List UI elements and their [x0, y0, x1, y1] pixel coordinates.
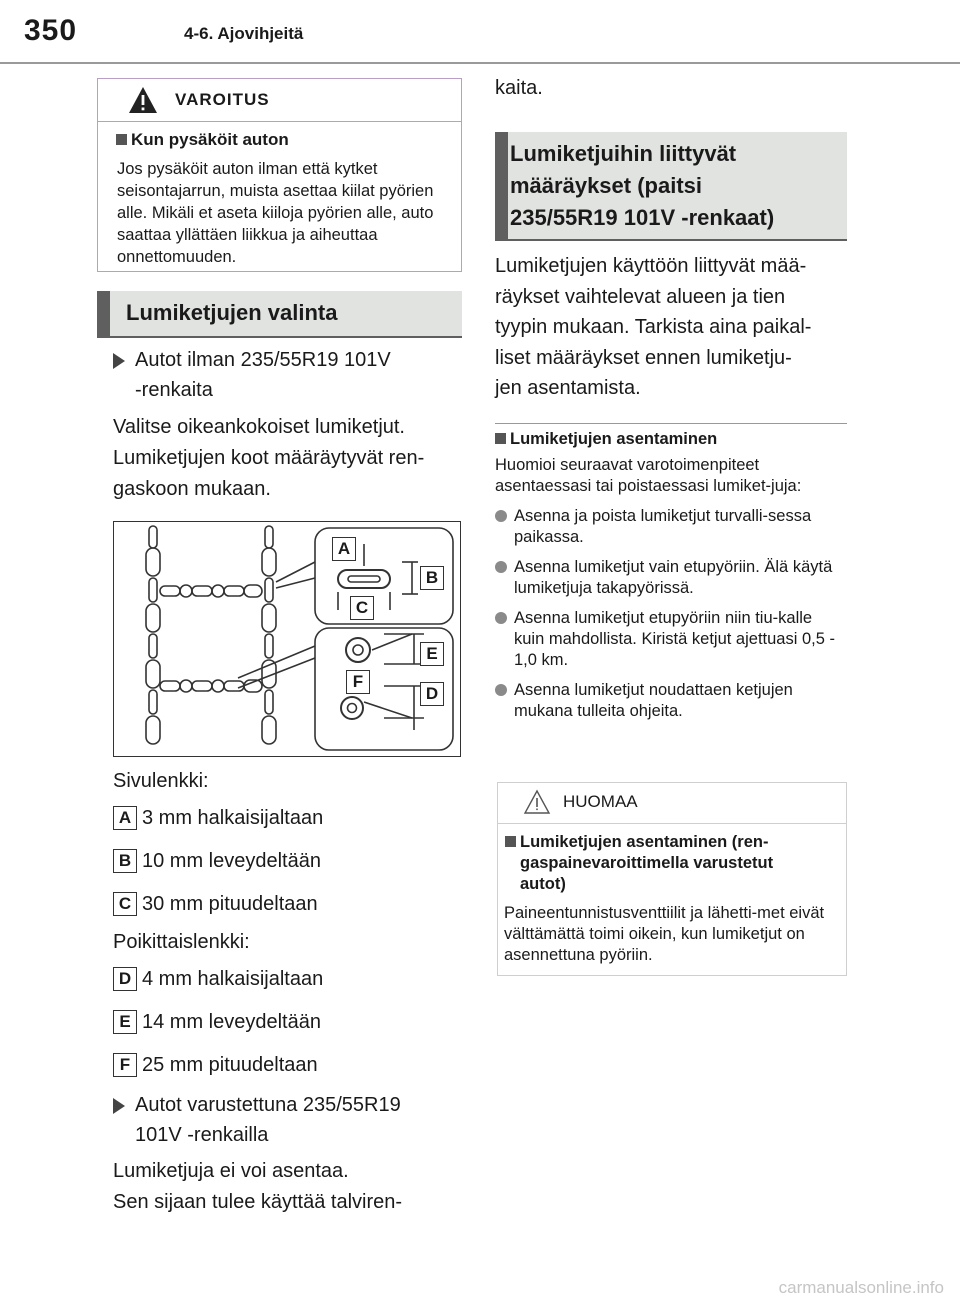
section-divider: [495, 423, 847, 424]
side-link-label: Sivulenkki:: [113, 770, 209, 792]
caution-outline-icon: [523, 789, 551, 815]
round-bullet-icon: [495, 561, 507, 573]
warning-triangle-icon: [128, 86, 158, 114]
square-bullet-icon: [505, 836, 516, 847]
note-box: [497, 782, 847, 976]
note-heading-text: Lumiketjujen asentaminen (ren-gaspainevaroittimella varustetut autot): [520, 833, 774, 893]
page-number: 350: [24, 14, 78, 47]
spec-label-e: E: [113, 1010, 137, 1034]
bullet-line: Autot varustettuna 235/55R19: [135, 1094, 401, 1116]
heading-line: 235/55R19 101V -renkaat): [510, 205, 775, 230]
square-bullet-icon: [116, 134, 127, 145]
note-title: HUOMAA: [563, 792, 638, 811]
round-bullet-icon: [495, 684, 507, 696]
spec-label-c: C: [113, 892, 137, 916]
figure-label-a: A: [332, 537, 356, 561]
note-heading: [505, 832, 832, 895]
spec-label-d: D: [113, 967, 137, 991]
bullet-line: 101V -renkailla: [135, 1124, 269, 1146]
heading-band-chain-selection: [97, 291, 462, 338]
spec-a-text: 3 mm halkaisijaltaan: [142, 807, 324, 829]
heading-regulations: [510, 138, 774, 234]
spec-label-f: F: [113, 1053, 137, 1077]
installation-heading-text: Lumiketjujen asentaminen: [510, 430, 718, 448]
spec-e-text: 14 mm leveydeltään: [142, 1011, 321, 1033]
regulations-paragraph: [495, 251, 811, 404]
snow-chain-diagram: [114, 522, 459, 755]
band-accent: [495, 132, 508, 239]
header-rule: [0, 62, 960, 64]
square-bullet-icon: [495, 433, 506, 444]
spec-label-b: B: [113, 849, 137, 873]
warning-heading-text: Kun pysäköit auton: [131, 130, 289, 149]
cross-link-label: Poikittaislenkki:: [113, 931, 250, 953]
spec-b-text: 10 mm leveydeltään: [142, 850, 321, 872]
paragraph-line: Valitse oikeankokoiset lumiketjut.: [113, 416, 405, 438]
paragraph-line: Lumiketjujen koot määräytyvät ren-: [113, 447, 425, 469]
triangle-bullet-icon: [113, 1098, 125, 1114]
warning-title: VAROITUS: [175, 90, 270, 109]
section-title: 4-6. Ajovihjeitä: [184, 24, 304, 43]
list-item-text: Asenna lumiketjut vain etupyöriin. Älä käytä lumiketjuja takapyörissä.: [514, 558, 833, 597]
installation-heading: [495, 430, 847, 449]
list-item-text: Asenna ja poista lumiketjut turvalli-sessa paikassa.: [514, 507, 812, 546]
list-item-text: Asenna lumiketjut noudattaen ketjujen mukana tulleita ohjeita.: [514, 681, 793, 720]
figure-label-b: B: [420, 566, 444, 590]
list-item: [495, 608, 847, 671]
bullet-line: -renkaita: [135, 379, 213, 401]
spec-f-text: 25 mm pituudeltaan: [142, 1054, 318, 1076]
bullet-line: Autot ilman 235/55R19 101V: [135, 349, 391, 371]
continued-text: kaita.: [495, 77, 543, 99]
paragraph-line: Lumiketjuja ei voi asentaa.: [113, 1160, 349, 1182]
spec-d-text: 4 mm halkaisijaltaan: [142, 968, 324, 990]
paragraph-line: räykset vaihtelevat alueen ja tien: [495, 285, 786, 308]
spec-label-a: A: [113, 806, 137, 830]
warning-text: Jos pysäköit auton ilman että kytket seisontajarrun, muista asettaa kiilat pyörien alle. Mikäli et aseta kiiloja pyörien alle, auto saattaa yllättäen liikkua ja aiheuttaa onnettomuuden.: [117, 160, 434, 266]
installation-intro: Huomioi seuraavat varotoimenpiteet asentaessasi tai poistaessasi lumiket-juja:: [495, 456, 802, 495]
warning-heading: [116, 130, 461, 150]
band-accent: [97, 291, 110, 336]
list-item-text: Asenna lumiketjut etupyöriin niin tiu-kalle kuin mahdollista. Kiristä ketjut ajettuasi 0,5 - 1,0 km.: [514, 609, 835, 669]
triangle-bullet-icon: [113, 353, 125, 369]
paragraph-line: jen asentamista.: [495, 377, 641, 399]
warning-box: [97, 78, 462, 272]
paragraph-line: gaskoon mukaan.: [113, 478, 271, 500]
snow-chain-figure: [113, 521, 461, 757]
paragraph-line: Sen sijaan tulee käyttää talviren-: [113, 1191, 403, 1213]
list-item: [495, 680, 847, 722]
note-box-header: [498, 783, 846, 824]
warning-box-header: [98, 79, 461, 122]
heading-band-regulations: [495, 132, 847, 241]
paragraph-line: tyypin mukaan. Tarkista aina paikal-: [495, 316, 812, 338]
list-item: [495, 506, 847, 548]
heading-line: Lumiketjuihin liittyvät: [510, 141, 737, 166]
heading-chain-selection: Lumiketjujen valinta: [126, 300, 338, 325]
installation-section: [495, 430, 847, 722]
paragraph-line: liset määräykset ennen lumiketju-: [495, 346, 792, 369]
heading-line: määräykset (paitsi: [510, 173, 702, 198]
figure-label-d: D: [420, 682, 444, 706]
note-text: Paineentunnistusventtiilit ja lähetti-met eivät välttämättä toimi oikein, kun lumiketjut on asennettuna pyöriin.: [504, 904, 825, 964]
figure-label-c: C: [350, 596, 374, 620]
round-bullet-icon: [495, 612, 507, 624]
figure-label-f: F: [346, 670, 370, 694]
paragraph-line: Lumiketjujen käyttöön liittyvät mää-: [495, 255, 807, 277]
watermark: carmanualsonline.info: [778, 1278, 944, 1297]
figure-label-e: E: [420, 642, 444, 666]
list-item: [495, 557, 847, 599]
round-bullet-icon: [495, 510, 507, 522]
spec-c-text: 30 mm pituudeltaan: [142, 893, 318, 915]
